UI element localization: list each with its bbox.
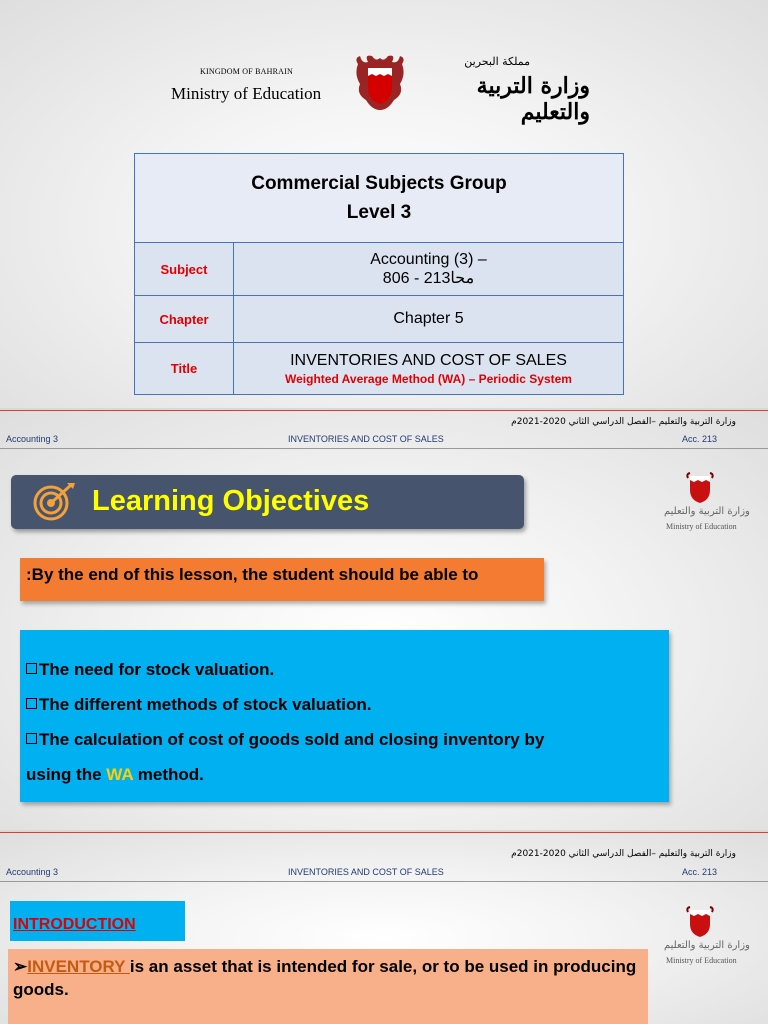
bahrain-crest-icon xyxy=(686,906,714,938)
introduction-heading: INTRODUCTION xyxy=(13,916,136,933)
arrow-bullet-icon: ➢ xyxy=(13,957,28,976)
table-row xyxy=(135,243,624,296)
header-code: Acc. 213 xyxy=(682,434,718,444)
arabic-ministry-text: وزارة التربية والتعليم xyxy=(476,73,590,125)
ministry-logo xyxy=(662,904,750,974)
introduction-heading-box xyxy=(10,901,185,941)
header-divider xyxy=(0,448,768,449)
checkbox-bullet-icon xyxy=(26,733,37,744)
subject-line2: 806 - 213محا xyxy=(382,270,475,287)
header-code: Acc. 213 xyxy=(682,867,718,877)
list-item xyxy=(26,730,544,750)
chapter-label: Chapter xyxy=(135,296,234,343)
header-divider xyxy=(0,881,768,882)
chapter-value: Chapter 5 xyxy=(234,296,624,343)
inventory-definition-box xyxy=(8,949,648,1024)
subject-line1: Accounting (3) – xyxy=(370,251,487,268)
list-item-continuation xyxy=(26,765,204,785)
introduction-slide xyxy=(0,832,768,1024)
target-icon xyxy=(29,481,77,521)
objective-text: The need for stock valuation. xyxy=(39,660,275,679)
header-arabic: وزارة التربية والتعليم –الفصل الدراسي الثاني 2020-2021م xyxy=(511,417,736,427)
table-row xyxy=(135,296,624,343)
objectives-box xyxy=(20,630,669,802)
title-main: INVENTORIES AND COST OF SALES xyxy=(290,351,567,369)
checkbox-bullet-icon xyxy=(26,663,37,674)
wa-highlight: WA xyxy=(106,765,134,784)
objective-cont-text: using the xyxy=(26,765,107,784)
arabic-kingdom-text: مملكة البحرين xyxy=(464,55,530,68)
title-label: Title xyxy=(135,343,234,395)
header-course: Accounting 3 xyxy=(6,867,59,877)
objective-text: The different methods of stock valuation. xyxy=(39,695,372,714)
inventory-definition xyxy=(13,955,638,1001)
logo-arabic-text: وزارة التربية والتعليم xyxy=(664,940,750,951)
header-topic: INVENTORIES AND COST OF SALES xyxy=(288,867,444,877)
table-row xyxy=(135,343,624,395)
objective-text: The calculation of cost of goods sold and closing inventory by xyxy=(39,730,545,749)
course-info-table xyxy=(134,153,624,395)
subject-value xyxy=(234,243,624,296)
inventory-keyword: INVENTORY xyxy=(27,957,130,976)
bahrain-crest-icon xyxy=(686,472,714,504)
header-rule xyxy=(0,410,768,411)
list-item xyxy=(26,695,371,715)
level-title: Level 3 xyxy=(346,202,412,223)
header-course: Accounting 3 xyxy=(6,434,59,444)
group-title: Commercial Subjects Group xyxy=(251,173,507,194)
banner-title: Learning Objectives xyxy=(92,485,370,517)
header-topic: INVENTORIES AND COST OF SALES xyxy=(288,434,444,444)
lesson-intro-text: :By the end of this lesson, the student should be able to xyxy=(26,565,479,584)
logo-arabic-text: وزارة التربية والتعليم xyxy=(664,506,750,517)
title-slide xyxy=(0,0,768,408)
logo-english-text: Ministry of Education xyxy=(666,522,737,531)
kingdom-label: KINGDOM OF BAHRAIN xyxy=(200,67,293,76)
header-arabic: وزارة التربية والتعليم –الفصل الدراسي الثاني 2020-2021م xyxy=(511,849,736,859)
bahrain-crest-icon xyxy=(354,54,406,112)
logo-english-text: Ministry of Education xyxy=(666,956,737,965)
ministry-label: Ministry of Education xyxy=(171,84,322,103)
objectives-slide xyxy=(0,410,768,830)
subject-label: Subject xyxy=(135,243,234,296)
title-value xyxy=(234,343,624,395)
ministry-logo xyxy=(662,470,750,540)
table-header xyxy=(135,154,624,243)
title-subtitle: Weighted Average Method (WA) – Periodic System xyxy=(285,371,572,386)
learning-objectives-banner xyxy=(11,475,524,529)
objective-cont-tail: method. xyxy=(133,765,204,784)
header-rule xyxy=(0,832,768,833)
list-item xyxy=(26,660,274,680)
lesson-intro-box xyxy=(20,558,544,601)
checkbox-bullet-icon xyxy=(26,698,37,709)
definition-text: is an asset that is intended for sale, or to be used in producing goods. xyxy=(13,957,637,999)
